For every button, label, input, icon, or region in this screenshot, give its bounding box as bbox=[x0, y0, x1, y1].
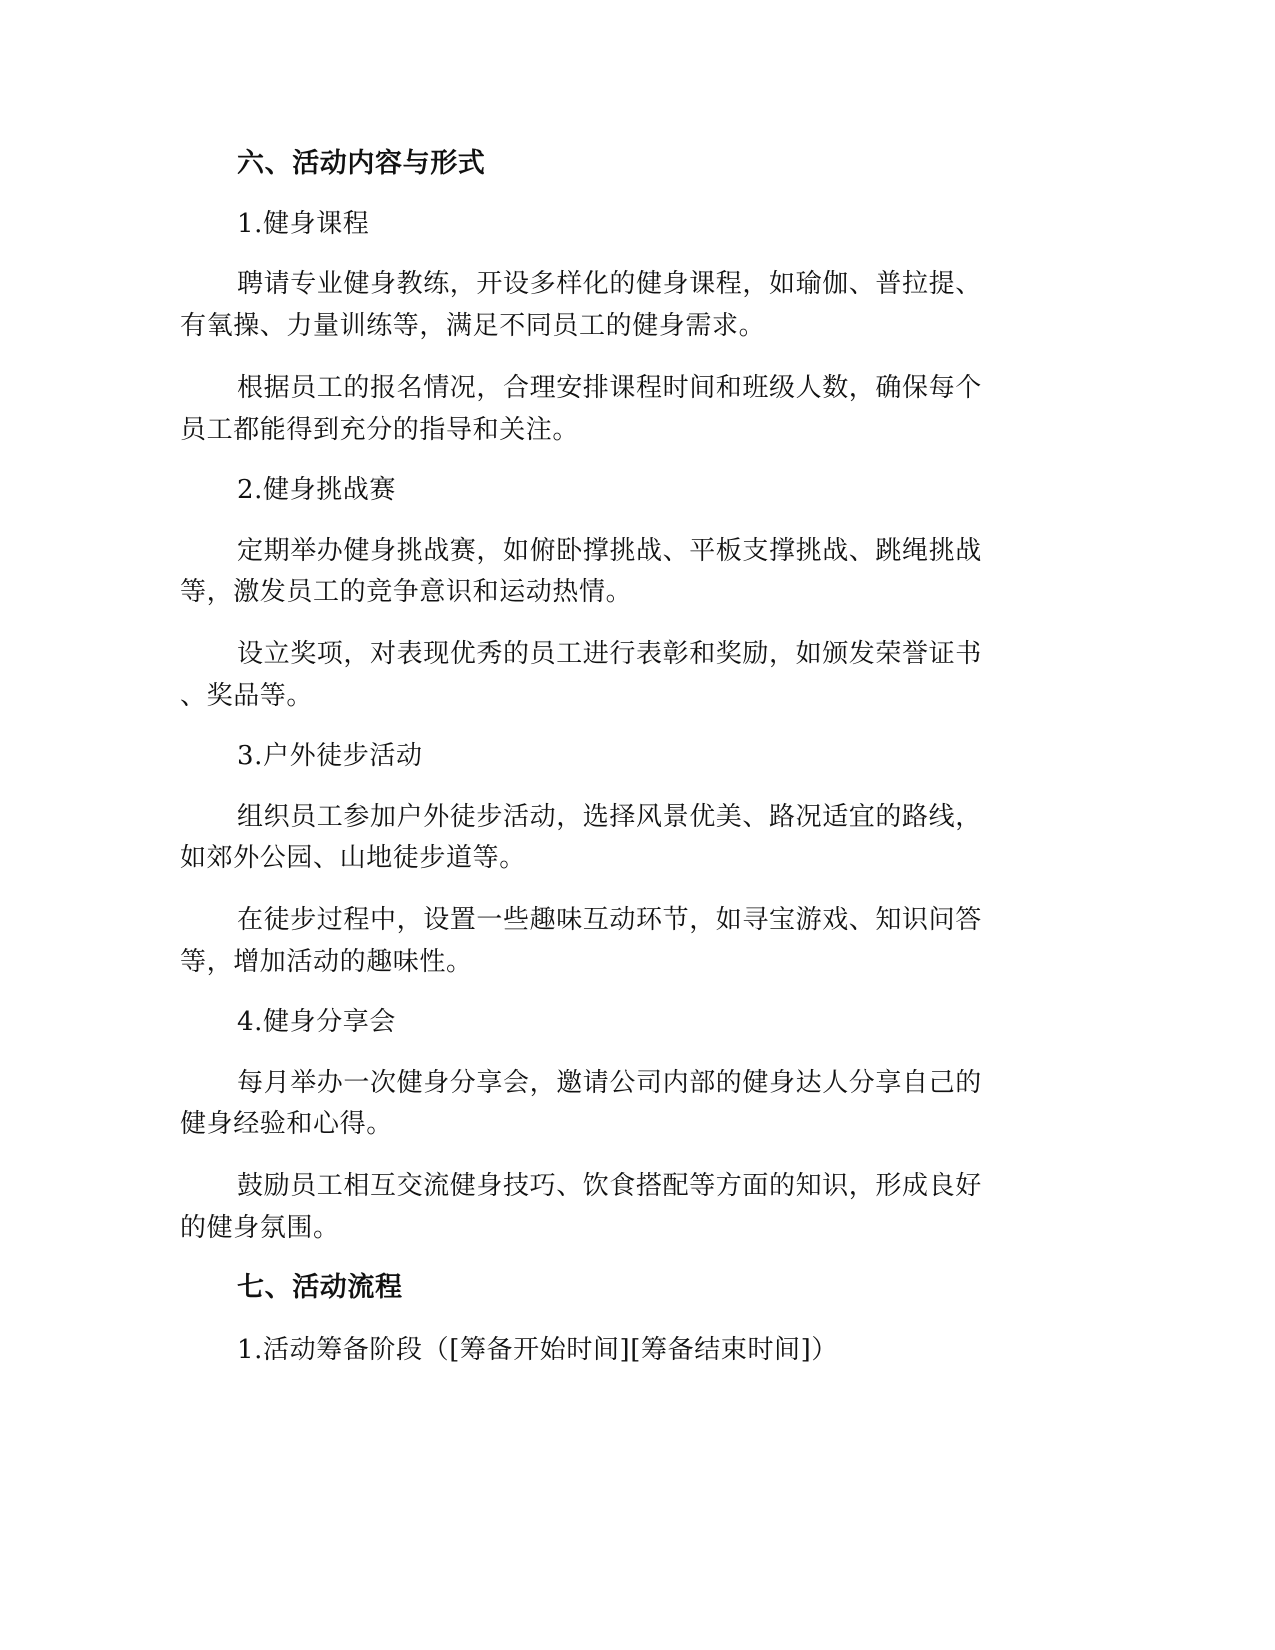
paragraph-line: 、奖品等。 bbox=[180, 681, 314, 711]
paragraph-line: 等，激发员工的竞争意识和运动热情。 bbox=[180, 577, 633, 607]
item-title-outdoor-hiking: 3.户外徒步活动 bbox=[237, 741, 423, 771]
paragraph-line: 鼓励员工相互交流健身技巧、饮食搭配等方面的知识，形成良好 bbox=[237, 1171, 982, 1201]
item-title-fitness-challenge: 2.健身挑战赛 bbox=[237, 475, 397, 505]
paragraph-line: 在徒步过程中，设置一些趣味互动环节，如寻宝游戏、知识问答 bbox=[237, 905, 982, 935]
paragraph-line: 定期举办健身挑战赛，如俯卧撑挑战、平板支撑挑战、跳绳挑战 bbox=[237, 536, 982, 566]
paragraph-line: 设立奖项，对表现优秀的员工进行表彰和奖励，如颁发荣誉证书 bbox=[237, 639, 982, 669]
paragraph-line: 聘请专业健身教练，开设多样化的健身课程，如瑜伽、普拉提、 bbox=[237, 269, 982, 299]
paragraph-line: 如郊外公园、山地徒步道等。 bbox=[180, 843, 526, 873]
paragraph-line: 每月举办一次健身分享会，邀请公司内部的健身达人分享自己的 bbox=[237, 1068, 982, 1098]
paragraph-line: 等，增加活动的趣味性。 bbox=[180, 947, 473, 977]
paragraph-line: 的健身氛围。 bbox=[180, 1213, 340, 1243]
section-heading-activity-process: 七、活动流程 bbox=[237, 1272, 403, 1303]
item-title-sharing-session: 4.健身分享会 bbox=[237, 1007, 397, 1037]
section-heading-activity-content: 六、活动内容与形式 bbox=[237, 148, 486, 179]
paragraph-line: 员工都能得到充分的指导和关注。 bbox=[180, 415, 580, 445]
paragraph-line: 有氧操、力量训练等，满足不同员工的健身需求。 bbox=[180, 311, 766, 341]
paragraph-line: 健身经验和心得。 bbox=[180, 1109, 393, 1139]
paragraph-line: 根据员工的报名情况，合理安排课程时间和班级人数，确保每个 bbox=[237, 373, 982, 403]
item-title-fitness-courses: 1.健身课程 bbox=[237, 209, 370, 239]
paragraph-line: 组织员工参加户外徒步活动，选择风景优美、路况适宜的路线， bbox=[237, 802, 982, 832]
item-title-preparation-stage: 1.活动筹备阶段（[筹备开始时间][筹备结束时间]） bbox=[237, 1335, 838, 1365]
